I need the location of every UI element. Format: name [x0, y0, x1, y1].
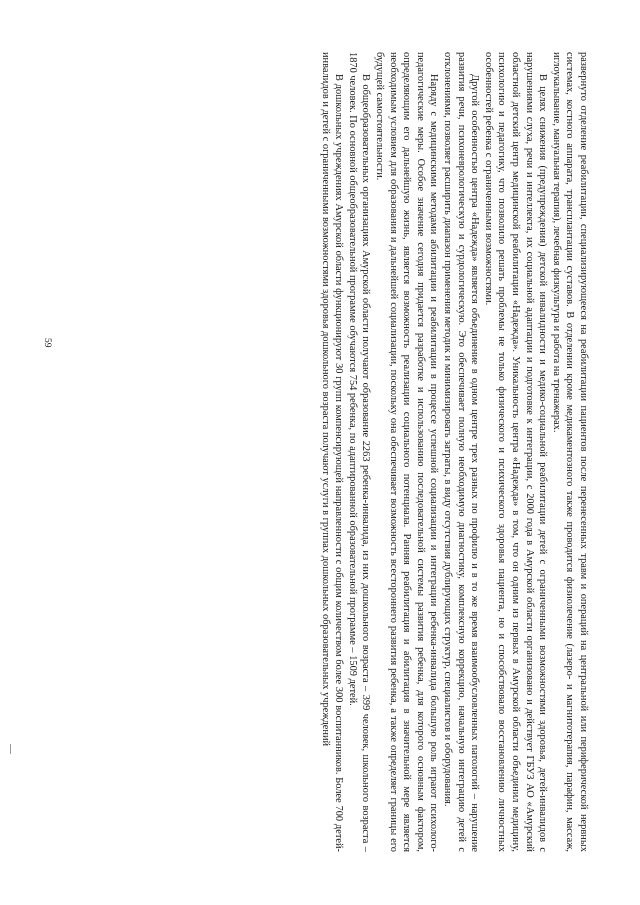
paragraph-preschool-groups: В дошкольных учреждениях Амурской области функционируют 30 групп компенсирующей направленности с общим количеством более 300 воспитанников. Более 700 детей-инвалидов и детей с ограниченными возможностями здоровья дошкольного возраста получают услуги в группах дошкольных образовательных учреждений — [319, 52, 345, 852]
page-number: 59 — [42, 338, 52, 348]
paragraph-center-features: Другой особенностью центра «Надежда» является объединение в одном центре трех разных по профилю и в то же время взаимообусловленных патологий – нарушение развития речи, психоневрологическую и сурдологическую. Это обеспечивает полную необходимую диагностику, комплексную коррекцию, начальную интеграцию детей с отклонениями, позволяет расширить диапазон применения методик и минимизировать затраты, в виду отсутствия дублирующих структур, специалистов и оборудования. — [442, 52, 481, 852]
document-body — [318, 52, 590, 852]
paragraph-rehab-department: развернуто отделение реабилитации, специализирующееся на реабилитации пациентов после перенесенных травм и операций на центральной или периферической нервных системах, костного аппарата, трансплантации суставов. В отделении кроме медикаментозного также проводится физиолечение (лазеро- и магнитотерапия, парафин, массаж, иглоукалывание, мануальная терапия), лечебная физкультура и работа на тренажерах. — [550, 52, 589, 852]
paragraph-education-statistics: В общеобразовательных организациях Амурской области получают образование 2263 ребенка-инвалида, из них дошкольного возраста – 399 человек, школьного возраста – 1870 человек. По основной общеобразовательной программе обучаются 754 ребенка, по адаптированной образовательной программе – 1509 детей. — [346, 52, 372, 852]
paragraph-nadezhda-center: В целях снижения (предупреждения) детской инвалидности и медико-социальной реабилитации детей с ограниченными возможностями здоровья, детей-инвалидов с нарушениями слуха, речи и интеллекта, их социальной адаптации и подготовке к интеграции, с 2000 года в Амурской области организовано и действует ГБУЗ АО «Амурский областной детский центр медицинской реабилитации «Надежда». Уникальность центра «Надежда» в том, что он одним из первых в Амурской области объединил медицину, психологию и педагогику, что позволило решать проблемы не только физического и психического здоровья пациента, но и способствовало восстановлению личностных особенностей ребенка с ограниченными возможностями. — [482, 52, 549, 852]
margin-mark — [10, 744, 11, 754]
paragraph-psycho-pedagogical: Наряду с медицинскими методами абилитации и реабилитации в процессе успешной социализации и интеграции ребенка-инвалида большую роль играют психолого-педагогические меры. Особое значение сегодня придается разработке и использованию последовательной системы развития ребенка, для которого основным фактором, определяющим его дальнейшую жизнь, является возможность реализации социального потенциала. Ранняя реабилитация и абилитация в значительной мере является необходимым условием для образования и дальнейшей социализации, поскольку она обеспечивает возможность всестороннего развития ребенка, а также определяет границы его будущей самостоятельности. — [374, 52, 440, 852]
